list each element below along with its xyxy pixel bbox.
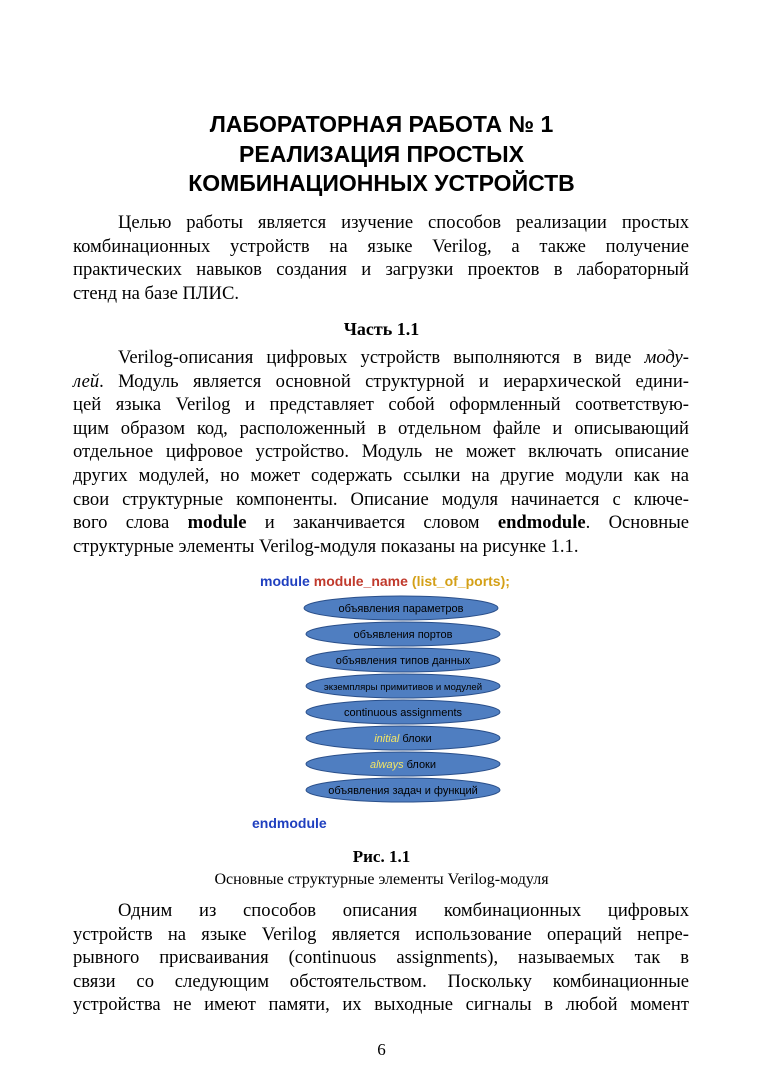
svg-text:modulemodule_name(list_of_port — [260, 573, 510, 589]
page-title — [70, 110, 693, 199]
paragraph-line: отдельное цифровое устройство. Модуль не может включать описание — [73, 441, 689, 463]
figure-module-name: module_name — [313, 573, 408, 589]
title-line-1: ЛАБОРАТОРНАЯ РАБОТА № 1 — [209, 111, 554, 137]
figure-caption-text: Основные структурные элементы Verilog-модуля — [214, 871, 549, 888]
paragraph-line — [73, 346, 689, 370]
title-line-2: РЕАЛИЗАЦИЯ ПРОСТЫХ — [239, 140, 524, 167]
page-number: 6 — [377, 1040, 386, 1059]
keyword-endmodule: endmodule — [497, 512, 586, 534]
text-run: . Модуль является основной структурной и иерархической едини- — [99, 370, 689, 392]
ellipse-label: экземпляры примитивов и модулей — [323, 682, 483, 693]
figure-endmodule: endmodule — [252, 815, 327, 831]
ellipse-item — [306, 700, 500, 724]
intro-line: стенд на базе ПЛИС. — [73, 282, 240, 304]
paragraph-line: устройств на языке Verilog является использование операций непре- — [73, 923, 689, 945]
ellipse-item — [306, 778, 500, 802]
intro-line: комбинационных устройств на языке Verilog, а также получение — [73, 235, 689, 257]
text-run: . Основные — [585, 512, 689, 534]
ellipse-label: объявления типов данных — [335, 655, 471, 667]
paragraph-line: устройства не имеют памяти, их выходные сигналы в любой момент — [73, 994, 689, 1016]
ellipse-keyword-always: always — [369, 759, 404, 771]
ellipse-item — [306, 726, 500, 750]
ellipse-keyword-initial: initial — [374, 733, 400, 745]
italic-term: лей — [73, 370, 100, 392]
ellipse-item — [306, 674, 500, 698]
ellipse-label: объявления параметров — [338, 603, 464, 615]
paragraph-line: Одним из способов описания комбинационных цифровых — [118, 900, 689, 921]
figure-caption-title: Рис. 1.1 — [352, 847, 411, 866]
keyword-module: module — [187, 512, 247, 534]
text-run: вого слова — [73, 512, 188, 534]
ellipse-item — [304, 596, 498, 620]
paragraph-line: свои структурные компоненты. Описание модуля начинается с ключе- — [73, 488, 689, 510]
ellipse-label: объявления задач и функций — [328, 785, 478, 797]
intro-line: практических навыков создания и загрузки проектов в лабораторный — [73, 259, 689, 281]
intro-line: Целью работы является изучение способов реализации простых — [118, 212, 689, 233]
body-paragraph-1 — [73, 346, 689, 558]
verilog-module-diagram — [245, 570, 530, 840]
title-line-3: КОМБИНАЦИОННЫХ УСТРОЙСТВ — [188, 170, 575, 196]
svg-text:initialблоки — [374, 733, 432, 745]
ellipse-item — [306, 752, 500, 776]
paragraph-line: рывного присваивания (continuous assignments), называемых так в — [73, 947, 689, 969]
paragraph-line — [73, 511, 689, 535]
ellipse-label: блоки — [402, 733, 432, 745]
paragraph-line: щим образом код, расположенный в отдельном файле и описывающий — [73, 417, 689, 439]
figure-keyword-module: module — [260, 573, 310, 589]
figure-ports: (list_of_ports); — [411, 573, 510, 589]
intro-paragraph — [73, 211, 689, 305]
body-paragraph-2 — [73, 899, 689, 1017]
text-run: Verilog-описания цифровых устройств выполняются в виде — [118, 347, 645, 368]
section-heading: Часть 1.1 — [343, 319, 420, 339]
paragraph-line: других модулей, но может содержать ссылки на другие модули как на — [73, 464, 689, 486]
ellipse-label: объявления портов — [353, 629, 453, 641]
ellipse-label: continuous assignments — [343, 707, 463, 719]
paragraph-line: структурные элементы Verilog-модуля показаны на рисунке 1.1. — [73, 535, 579, 557]
ellipse-label: блоки — [406, 759, 437, 771]
svg-text:alwaysблоки — [370, 759, 436, 771]
italic-term: моду- — [644, 347, 689, 368]
paragraph-line: связи со следующим обстоятельством. Поскольку комбинационные — [73, 970, 689, 992]
paragraph-line — [73, 370, 689, 394]
paragraph-line: цей языка Verilog и представляет собой оформленный соответствую- — [73, 394, 689, 416]
ellipse-item — [306, 648, 500, 672]
text-run: и заканчивается словом — [246, 512, 498, 534]
ellipse-item — [306, 622, 500, 646]
